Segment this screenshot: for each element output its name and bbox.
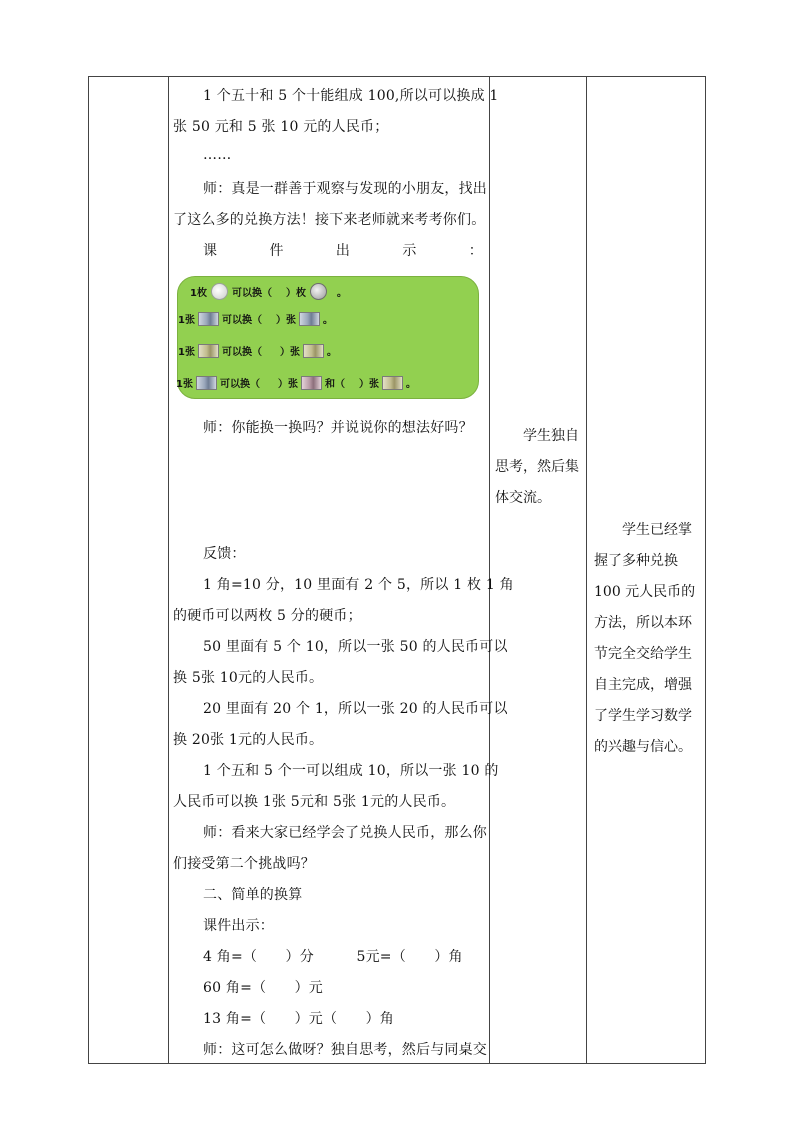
banknote-50-icon	[198, 312, 219, 326]
text-line: 的硬币可以两枚 5 分的硬币；	[173, 608, 362, 624]
text-line: 课件出示：	[203, 918, 274, 934]
char: 件	[269, 243, 284, 259]
banknote-10-icon	[196, 376, 217, 390]
text-line: 60 角=（ ）元	[203, 980, 323, 996]
text-line: 张 50 元和 5 张 10 元的人民币；	[173, 119, 389, 135]
exchange-row: 1张 可以换（ ）张 和（ ）张 。	[176, 375, 416, 390]
char: ：	[468, 243, 483, 259]
text-line: 了学生学习数学	[594, 708, 692, 724]
text-line: 100 元人民币的	[594, 584, 696, 600]
coin-5fen-icon	[310, 283, 327, 300]
text-line: 师：真是一群善于观察与发现的小朋友，找出	[203, 181, 487, 197]
text-line: 体交流。	[495, 490, 551, 506]
text-line: 方法，所以本环	[594, 615, 692, 631]
courseware-slide	[177, 276, 479, 399]
column-divider	[586, 77, 587, 1063]
text-line: 思考，然后集	[495, 459, 579, 475]
exchange-row: 1枚 可以换（ ）枚 。	[190, 283, 347, 300]
char: 示	[402, 243, 417, 259]
text-line: 反馈：	[203, 546, 246, 562]
text-line: 节完全交给学生	[594, 646, 692, 662]
text-line: 13 角=（ ）元（ ）角	[203, 1011, 394, 1027]
text-line: ……	[203, 147, 232, 163]
kejian-line	[203, 240, 483, 260]
text-line: 师：你能换一换吗？并说说你的想法好吗？	[203, 420, 473, 436]
banknote-5-icon	[301, 376, 322, 390]
banknote-10-icon	[299, 312, 320, 326]
text-line: 换 20张 1元的人民币。	[173, 732, 324, 748]
text-line: 1 角=10 分，10 里面有 2 个 5，所以 1 枚 1 角	[203, 577, 514, 593]
section-heading: 二、简单的换算	[203, 887, 303, 903]
text-line: 50 里面有 5 个 10，所以一张 50 的人民币可以	[203, 639, 508, 655]
column-divider	[489, 77, 490, 1063]
exchange-row: 1张 可以换（ ）张 。	[178, 343, 337, 358]
text-line: 1 个五和 5 个一可以组成 10，所以一张 10 的	[203, 763, 499, 779]
banknote-20-icon	[198, 344, 219, 358]
exchange-row: 1张 可以换（ ）张 。	[178, 311, 333, 326]
text-line: 换 5张 10元的人民币。	[173, 670, 324, 686]
text-line: 20 里面有 20 个 1，所以一张 20 的人民币可以	[203, 701, 508, 717]
coin-1jiao-icon	[211, 283, 228, 300]
text-line: 1 个五十和 5 个十能组成 100,所以可以换成 1	[203, 88, 499, 104]
text-line: 握了多种兑换	[594, 553, 678, 569]
banknote-1-icon	[382, 376, 403, 390]
banknote-1-icon	[303, 344, 324, 358]
text-line: 学生已经掌	[622, 522, 692, 538]
text-line: 自主完成，增强	[594, 677, 692, 693]
lesson-table	[88, 76, 706, 1064]
text-line: 了这么多的兑换方法！接下来老师就来考考你们。	[173, 212, 486, 228]
char: 出	[335, 243, 351, 259]
text-line: 师：看来大家已经学会了兑换人民币，那么你	[203, 825, 487, 841]
text-line: 4 角=（ ）分 5元=（ ）角	[203, 949, 463, 965]
char: 课	[203, 243, 218, 259]
text-line: 们接受第二个挑战吗？	[173, 856, 315, 872]
column-divider	[168, 77, 169, 1063]
text-line: 师：这可怎么做呀？独自思考，然后与同桌交	[203, 1042, 487, 1058]
text-line: 人民币可以换 1张 5元和 5张 1元的人民币。	[173, 794, 456, 810]
text-line: 学生独自	[523, 428, 579, 444]
text-line: 的兴趣与信心。	[594, 739, 692, 755]
